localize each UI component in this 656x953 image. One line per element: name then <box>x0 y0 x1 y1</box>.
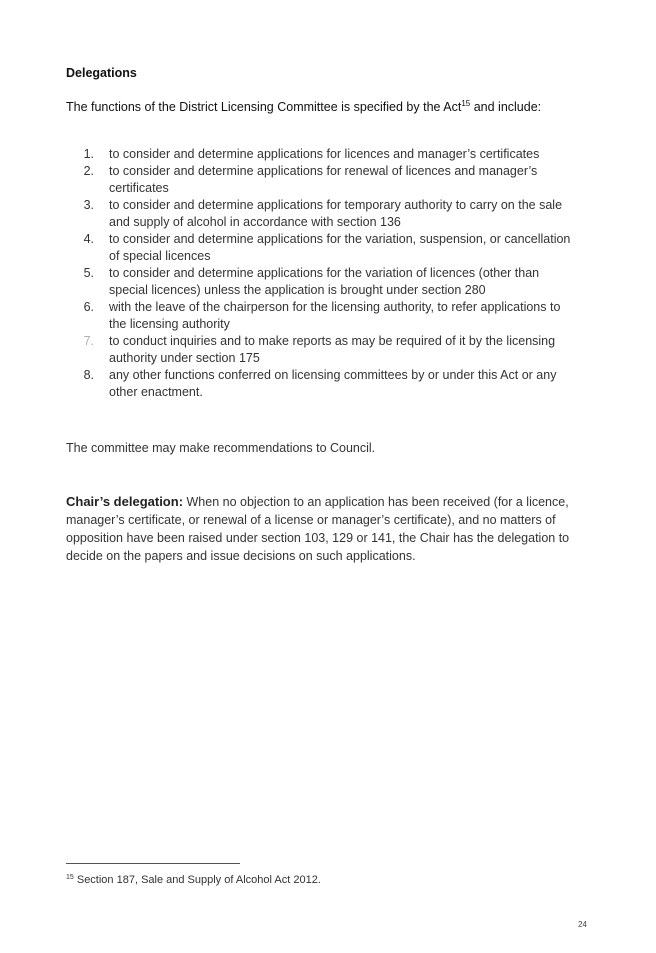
list-item-number: 5. <box>83 266 94 280</box>
footnote-marker: 15 <box>66 874 74 881</box>
list-item <box>80 367 580 401</box>
recommendation-paragraph: The committee may make recommendations to Council. <box>66 441 376 455</box>
list-item-number: 2. <box>83 164 94 178</box>
list-item-text: to consider and determine applications for the variation of licences (other than special licences) unless the application is brought under section 280 <box>109 266 540 297</box>
intro-text: The functions of the District Licensing Committee is specified by the Act <box>66 100 462 114</box>
list-item-number: 6. <box>83 300 94 314</box>
list-item-number: 4. <box>83 232 94 246</box>
list-item-number: 7. <box>83 334 94 348</box>
list-item-number: 8. <box>83 368 94 382</box>
list-item-text: to consider and determine applications for temporary authority to carry on the sale and supply of alcohol in accordance with section 136 <box>109 198 563 229</box>
page-number: 24 <box>578 920 587 929</box>
footnote-divider <box>66 863 240 864</box>
chair-delegation-text: When no objection to an application has been received (for a licence, manager’s certificate, or renewal of a license or manager’s certificate), and no matters of opposition have been raised under section 103, 129 or 141, the Chair has the delegation to decide on the papers and issue decisions on such applications. <box>66 495 570 563</box>
list-item-number: 1. <box>83 147 94 161</box>
list-item <box>80 231 580 265</box>
list-item <box>80 146 580 163</box>
chair-delegation-paragraph <box>66 493 584 565</box>
list-item <box>80 163 580 197</box>
footnote-text: Section 187, Sale and Supply of Alcohol Act 2012. <box>73 874 321 886</box>
list-item-text: to consider and determine applications for the variation, suspension, or cancellation of special licences <box>109 232 571 263</box>
chair-delegation-lead: Chair’s delegation: <box>66 494 184 509</box>
functions-list <box>80 146 580 401</box>
list-item <box>80 265 580 299</box>
intro-text-end: and include: <box>470 100 542 114</box>
list-item <box>80 197 580 231</box>
footnote-reference[interactable]: 15 <box>461 99 471 108</box>
list-item-text: to consider and determine applications for licences and manager’s certificates <box>109 147 540 161</box>
list-item-text: to consider and determine applications for renewal of licences and manager’s certificates <box>109 164 538 195</box>
section-heading: Delegations <box>66 66 137 80</box>
footnote <box>66 874 321 886</box>
list-item <box>80 333 580 367</box>
list-item <box>80 299 580 333</box>
list-item-number: 3. <box>83 198 94 212</box>
intro-paragraph <box>66 100 606 114</box>
list-item-text: to conduct inquiries and to make reports as may be required of it by the licensing authority under section 175 <box>109 334 556 365</box>
list-item-text: with the leave of the chairperson for the licensing authority, to refer applications to the licensing authority <box>109 300 561 331</box>
list-item-text: any other functions conferred on licensing committees by or under this Act or any other enactment. <box>109 368 557 399</box>
